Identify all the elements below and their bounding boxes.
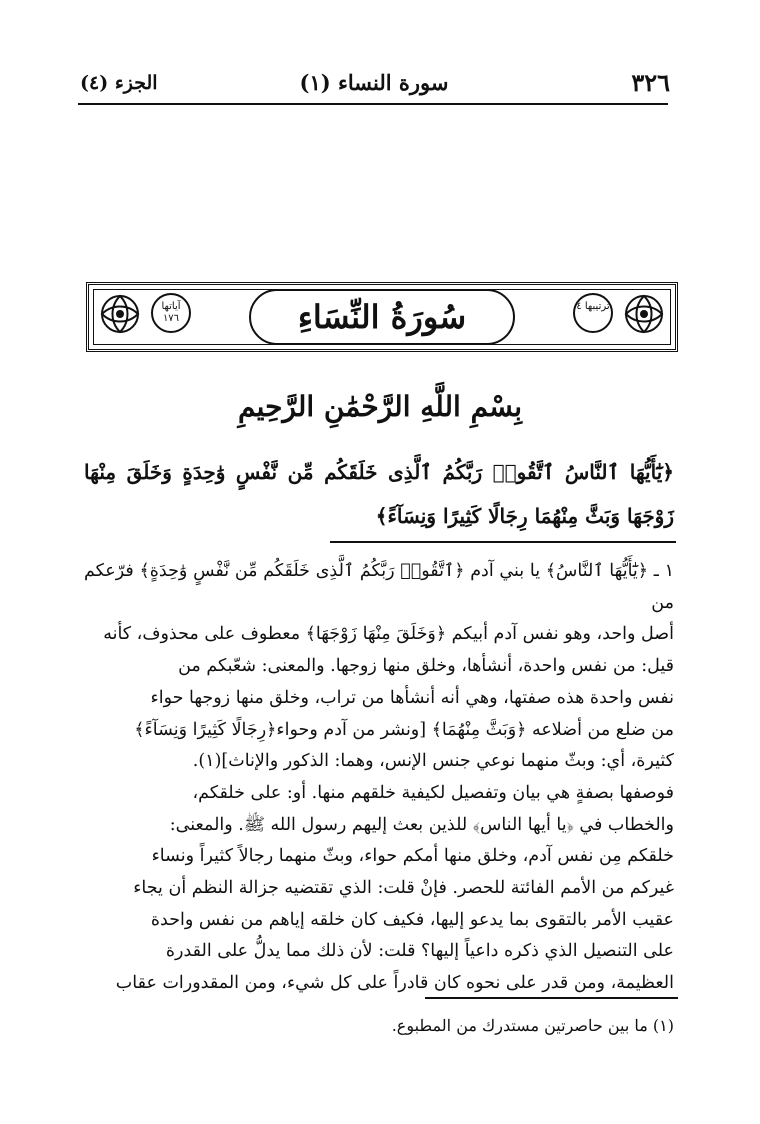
header-divider [78,103,668,105]
commentary-line: غيركم من الأمم الفائتة للحصر. فإنْ قلت: الذي تقتضيه جزالة النظم أن يجاء [133,878,674,899]
commentary-line: من ضلع من أضلاعه ﴿وَبَثَّ مِنْهُمَا﴾ [ونشر من آدم وحواء﴿رِجَالًا كَثِيرًا وَنِسَآءً﴾ [134,719,674,740]
right-ornament-icon [619,291,669,337]
commentary-line: على التنصيل الذي ذكره داعياً إليها؟ قلت: لأن ذلك مما يدلُّ على القدرة [165,941,674,962]
commentary-line: أصل واحد، وهو نفس آدم أبيكم ﴿وَخَلَقَ مِنْهَا زَوْجَهَا﴾ معطوف على محذوف، كأنه [103,624,674,645]
running-header [78,68,670,104]
commentary-text [84,556,674,1000]
footnote: (١) ما بين حاصرتين مستدرك من المطبوع. [391,1016,674,1035]
left-ornament-icon [95,291,145,337]
commentary-line: والخطاب في ﴿يا أيها الناس﴾ للذين بعث إليهم رسول الله ﷺ. والمعنى: [169,814,674,835]
verse-divider [330,541,676,543]
verse-count-medallion: آياتها ١٧٦ [151,293,191,333]
page-number: ٣٢٦ [631,68,670,97]
commentary-line: كثيرة، أي: وبثّ منهما نوعي جنس الإنس، وهما: الذكور والإناث](١). [192,751,674,772]
header-part-label: الجزء (٤) [80,72,158,94]
commentary-line: ١ ـ ﴿يَٰٓأَيُّهَا ٱلنَّاسُ﴾ يا بني آدم ﴿ٱتَّقُوا۟ رَبَّكُمُ ٱلَّذِى خَلَقَكُم مِّن نَّفْسٍ وَٰحِدَةٍ﴾ فرّعكم من [84,561,674,613]
basmala: بِسْمِ اللَّهِ الرَّحْمَٰنِ الرَّحِيمِ [238,390,522,423]
surah-name-cartouche: سُورَةُ النِّسَاءِ [249,289,515,345]
header-surah-title: سورة النساء (١) [299,70,449,95]
commentary-line: قيل: من نفس واحدة، أنشأها، وخلق منها زوجها. والمعنى: شعّبكم من [178,656,674,677]
commentary-line: العظيمة، ومن قدر على نحوه كان قادراً على كل شيء، ومن المقدورات عقاب [115,973,674,994]
commentary-line: عقيب الأمر بالتقوى بما يدعو إليها، فكيف كان خلقه إياهم من نفس واحدة [150,909,674,930]
surah-banner [86,282,678,352]
commentary-line: خلقكم مِن نفس آدم، وخلق منها أمكم حواء، وبثّ منهما رجالاً كثيراً ونساء [151,846,674,867]
footnote-divider [425,997,678,999]
quran-verse: ﴿يَٰٓأَيُّهَا ٱلنَّاسُ ٱتَّقُوا۟ رَبَّكُمُ ٱلَّذِى خَلَقَكُم مِّن نَّفْسٍ وَٰحِدَةٍ وَخَلَقَ مِنْهَا زَوْجَهَا وَبَثَّ مِنْهُمَا رِجَالًا كَثِيرًا وَنِسَآءً﴾ [84,460,674,528]
commentary-line: نفس واحدة هذه صفتها، وهي أنه أنشأها من تراب، وخلق منها زوجها حواء [150,687,674,708]
commentary-line: فوصفها بصفةٍ هي بيان وتفصيل لكيفية خلقهم منها. أو: على خلقكم، [192,782,674,803]
order-medallion: ترتيبها ٤ [573,293,613,333]
